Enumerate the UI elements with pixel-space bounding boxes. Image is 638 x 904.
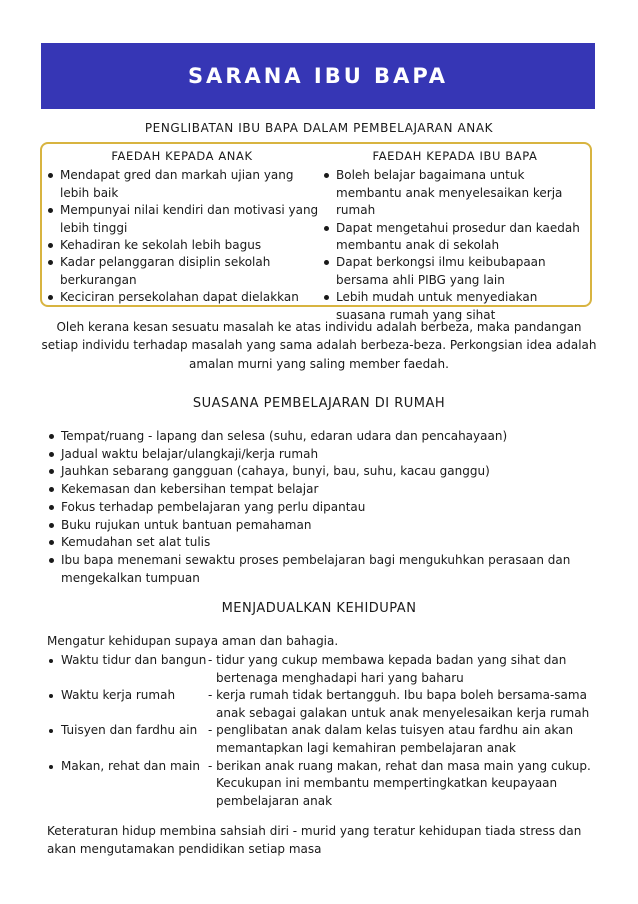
list-item: Dapat berkongsi ilmu keibubapaan bersama ahli PIBG yang lain xyxy=(320,254,590,289)
page-title: SARANA IBU BAPA xyxy=(187,64,449,88)
schedule-table xyxy=(45,652,615,810)
list-item: Kehadiran ke sekolah lebih bagus xyxy=(44,237,320,254)
desc-line: - tidur yang cukup membawa kepada badan yang sihat dan xyxy=(208,653,567,667)
closing-paragraph: Keteraturan hidup membina sahsiah diri - murid yang teratur kehidupan tiada stress dan akan mengutamakan pendidikan setiap masa xyxy=(47,824,582,856)
list-item: Fokus terhadap pembelajaran yang perlu dipantau xyxy=(45,499,605,517)
list-item: Kekemasan dan kebersihan tempat belajar xyxy=(45,481,605,499)
list-item: Buku rujukan untuk bantuan pemahaman xyxy=(45,517,605,535)
schedule-intro: Mengatur kehidupan supaya aman dan bahagia. xyxy=(47,634,339,648)
desc-line: Kecukupan ini membantu mempertingkatkan keupayaan xyxy=(216,776,558,791)
list-item: Lebih mudah untuk menyediakan suasana rumah yang sihat xyxy=(320,289,590,324)
desc-line: - berikan anak ruang makan, rehat dan masa main yang cukup. xyxy=(208,758,591,773)
benefits-parent-heading: FAEDAH KEPADA IBU BAPA xyxy=(372,149,538,163)
intro-paragraph: Oleh kerana kesan sesuatu masalah ke atas individu adalah berbeza, maka pandangan setiap individu terhadap masalah yang sama adalah berbeza-beza. Perkongsian idea adalah amalan murni yang saling member faedah. xyxy=(41,320,597,371)
list-item: Mempunyai nilai kendiri dan motivasi yang lebih tinggi xyxy=(44,202,320,237)
schedule-row xyxy=(45,652,615,687)
schedule-desc xyxy=(208,722,615,757)
schedule-label: Makan, rehat dan main xyxy=(61,758,200,773)
list-item: Kadar pelanggaran disiplin sekolah berkurangan xyxy=(44,254,320,289)
section-heading-learning-environment: SUASANA PEMBELAJARAN DI RUMAH xyxy=(192,396,446,411)
benefits-box xyxy=(40,142,592,322)
benefits-child-heading: FAEDAH KEPADA ANAK xyxy=(111,149,253,163)
list-item: Jauhkan sebarang gangguan (cahaya, bunyi, bau, suhu, kacau ganggu) xyxy=(45,463,605,481)
schedule-desc xyxy=(208,687,615,722)
list-item: Jadual waktu belajar/ulangkaji/kerja rumah xyxy=(45,446,605,464)
benefits-child-column xyxy=(44,148,320,307)
schedule-label: Tuisyen dan fardhu ain xyxy=(61,723,198,738)
list-item: Boleh belajar bagaimana untuk membantu anak menyelesaikan kerja rumah xyxy=(320,167,590,219)
learning-environment-list xyxy=(45,428,605,587)
schedule-desc xyxy=(208,758,615,811)
schedule-row xyxy=(45,758,615,811)
section-subtitle: PENGLIBATAN IBU BAPA DALAM PEMBELAJARAN ANAK xyxy=(144,121,494,135)
benefits-parent-column xyxy=(320,148,590,324)
schedule-label: Waktu tidur dan bangun xyxy=(61,653,207,667)
benefits-parent-list xyxy=(320,167,590,324)
title-banner xyxy=(41,43,595,109)
schedule-label: Waktu kerja rumah xyxy=(61,688,176,703)
desc-line: - kerja rumah tidak bertangguh. Ibu bapa boleh bersama-sama xyxy=(208,688,587,703)
benefits-child-list xyxy=(44,167,320,306)
section-heading-schedule: MENJADUALKAN KEHIDUPAN xyxy=(221,601,417,616)
list-item: Keciciran persekolahan dapat dielakkan xyxy=(44,289,320,306)
desc-line: anak sebagai galakan untuk anak menyelesaikan kerja rumah xyxy=(216,705,590,720)
list-item: Ibu bapa menemani sewaktu proses pembelajaran bagi mengukuhkan perasaan dan mengekalkan tumpuan xyxy=(45,552,605,587)
schedule-row xyxy=(45,687,615,722)
list-item: Mendapat gred dan markah ujian yang lebih baik xyxy=(44,167,320,202)
desc-line: bertenaga menghadapi hari yang baharu xyxy=(216,670,464,685)
desc-line: - penglibatan anak dalam kelas tuisyen atau fardhu ain akan xyxy=(208,723,574,738)
list-item: Kemudahan set alat tulis xyxy=(45,534,605,552)
desc-line: memantapkan lagi kemahiran pembelajaran anak xyxy=(216,740,516,755)
list-item: Tempat/ruang - lapang dan selesa (suhu, edaran udara dan pencahayaan) xyxy=(45,428,605,446)
schedule-row xyxy=(45,722,615,757)
schedule-desc xyxy=(208,652,615,687)
list-item: Dapat mengetahui prosedur dan kaedah membantu anak di sekolah xyxy=(320,220,590,255)
desc-line: pembelajaran anak xyxy=(216,793,333,808)
